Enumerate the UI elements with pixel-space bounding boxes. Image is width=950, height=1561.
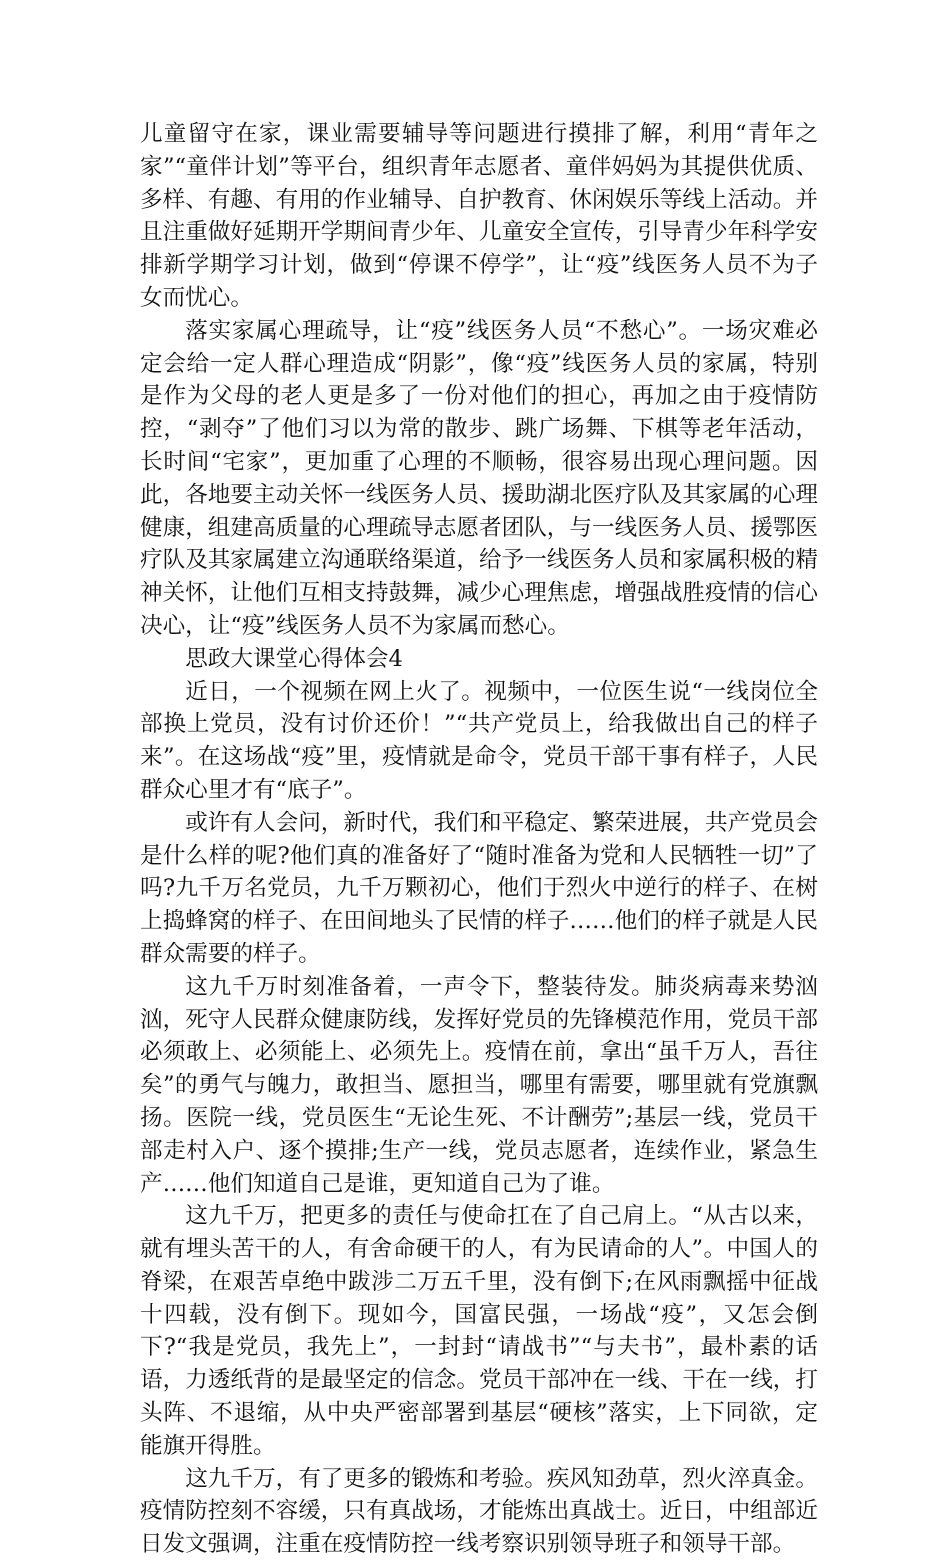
paragraph-tempering: 这九千万，有了更多的锻炼和考验。疾风知劲草，烈火淬真金。疫情防控刻不容缓，只有真战场，才能炼出真战士。近日，中组部近日发文强调，注重在疫情防控一线考察识别领导班子和领导干部。 <box>140 1465 818 1558</box>
paragraph-viral-video: 近日，一个视频在网上火了。视频中，一位医生说“一线岗位全部换上党员，没有讨价还价！”“共产党员上，给我做出自己的样子来”。在这场战“疫”里，疫情就是命令，党员干部干事有样子，人民群众心里才有“底子”。 <box>140 678 818 803</box>
paragraph-new-era-question: 或许有人会问，新时代，我们和平稳定、繁荣进展，共产党员会是什么样的呢?他们真的准备好了“随时准备为党和人民牺牲一切”了吗?九千万名党员，九千万颗初心，他们于烈火中逆行的样子、在树上捣蜂窝的样子、在田间地头了民情的样子……他们的样子就是人民群众需要的样子。 <box>140 809 818 967</box>
paragraph-responsibility: 这九千万，把更多的责任与使命扛在了自己肩上。“从古以来，就有埋头苦干的人，有舍命硬干的人，有为民请命的人”。中国人的脊梁，在艰苦卓绝中跋涉二万五千里，没有倒下;在风雨飘摇中征战十四载，没有倒下。现如今，国富民强，一场战“疫”，又怎会倒下?“我是党员，我先上”，一封封“请战书”“与夫书”，最朴素的话语，力透纸背的是最坚定的信念。党员干部冲在一线、干在一线，打头阵、不退缩，从中央严密部署到基层“硬核”落实，上下同欲，定能旗开得胜。 <box>140 1203 818 1459</box>
paragraph-continued: 儿童留守在家，课业需要辅导等问题进行摸排了解，利用“青年之家”“童伴计划”等平台，组织青年志愿者、童伴妈妈为其提供优质、多样、有趣、有用的作业辅导、自护教育、休闲娱乐等线上活动。并且注重做好延期开学期间青少年、儿童安全宣传，引导青少年科学安排新学期学习计划，做到“停课不停学”，让“疫”线医务人员不为子女而忧心。 <box>140 121 818 311</box>
paragraph-family-psychological-support: 落实家属心理疏导，让“疫”线医务人员“不愁心”。一场灾难必定会给一定人群心理造成“阴影”，像“疫”线医务人员的家属，特别是作为父母的老人更是多了一份对他们的担心，再加之由于疫情防控，“剥夺”了他们习以为常的散步、跳广场舞、下棋等老年活动，长时间“宅家”，更加重了心理的不顺畅，很容易出现心理问题。因此，各地要主动关怀一线医务人员、援助湖北医疗队及其家属的心理健康，组建高质量的心理疏导志愿者团队，与一线医务人员、援鄂医疗队及其家属建立沟通联络渠道，给予一线医务人员和家属积极的精神关怀，让他们互相支持鼓舞，减少心理焦虑，增强战胜疫情的信心决心，让“疫”线医务人员不为家属而愁心。 <box>140 317 818 639</box>
paragraph-always-ready: 这九千万时刻准备着，一声令下，整装待发。肺炎病毒来势汹汹，死守人民群众健康防线，发挥好党员的先锋模范作用，党员干部必须敢上、必须能上、必须先上。疫情在前，拿出“虽千万人，吾往矣”的勇气与魄力，敢担当、愿担当，哪里有需要，哪里就有党旗飘扬。医院一线，党员医生“无论生死、不计酬劳”;基层一线，党员干部走村入户、逐个摸排;生产一线，党员志愿者，连续作业，紧急生产……他们知道自己是谁，更知道自己为了谁。 <box>140 973 818 1197</box>
section-heading: 思政大课堂心得体会4 <box>185 645 403 672</box>
document-body <box>140 118 818 1561</box>
